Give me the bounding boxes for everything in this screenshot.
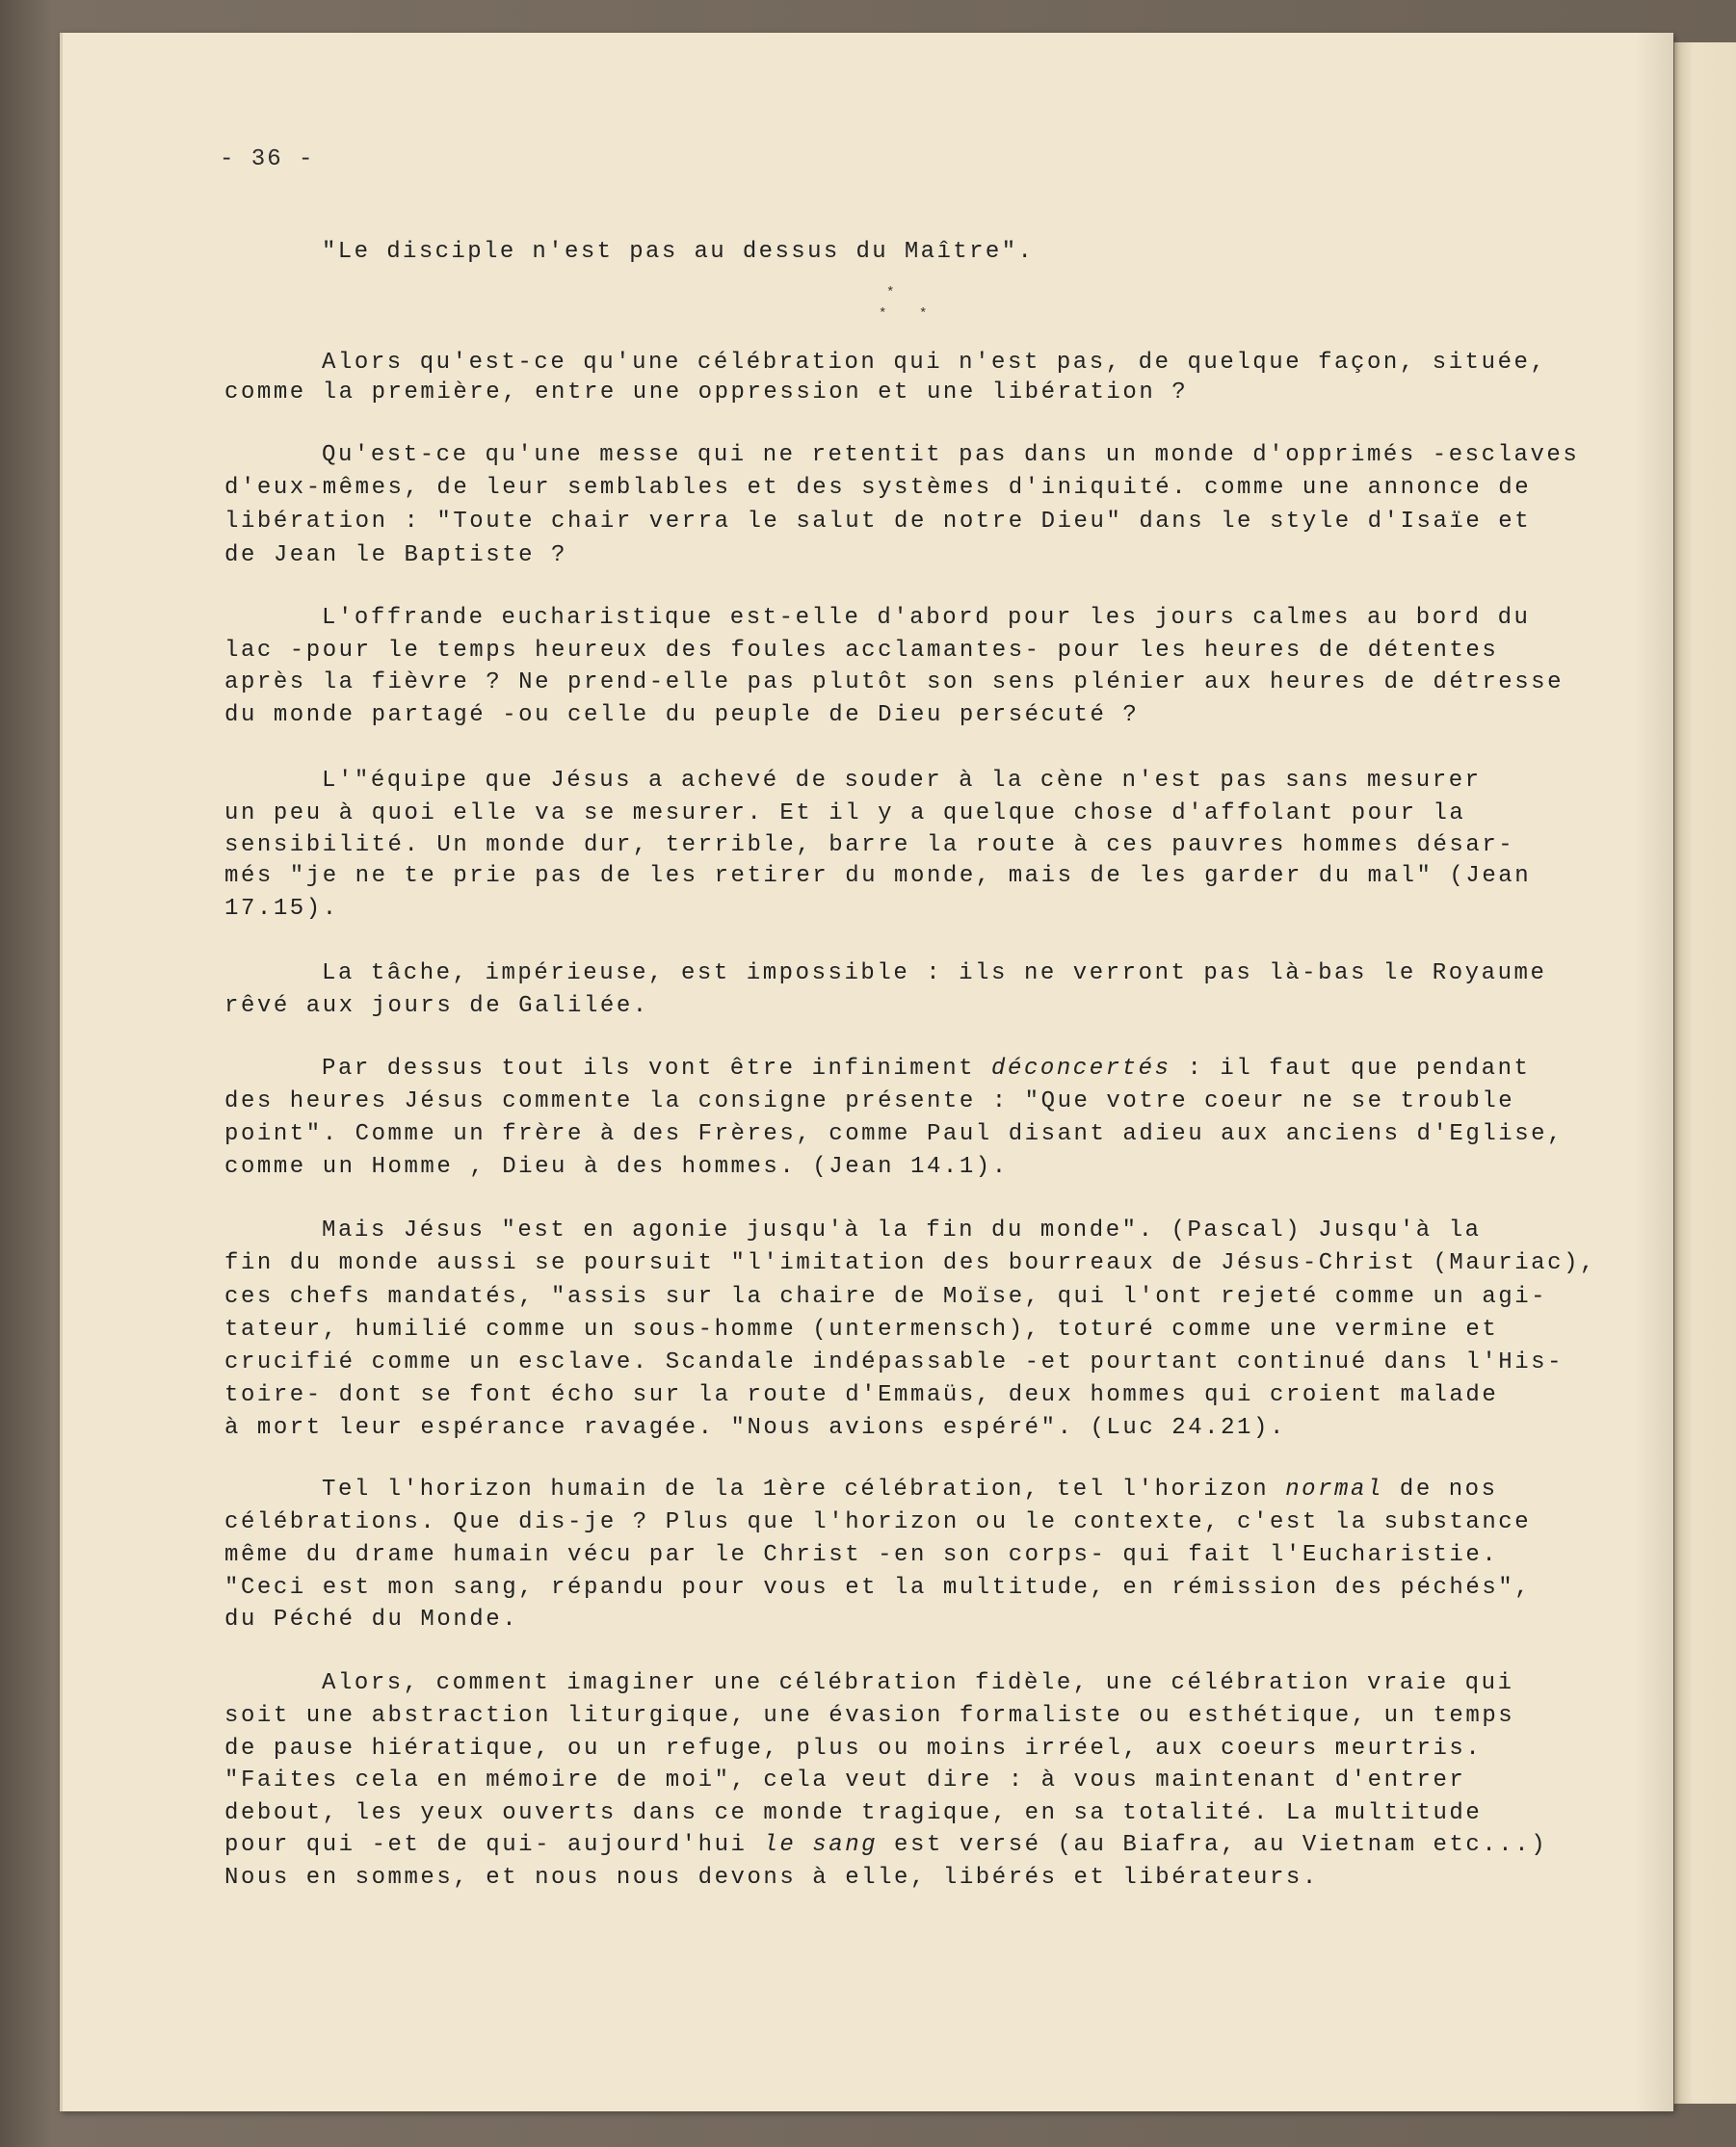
separator-star-2: *: [879, 306, 887, 322]
p9-line3: de pause hiératique, ou un refuge, plus ou moins irréel, aux coeurs meurtris.: [224, 1736, 1483, 1762]
p8-line5: du Péché du Monde.: [224, 1607, 519, 1633]
p2-line1: Qu'est-ce qu'une messe qui ne retentit pas dans un monde d'opprimés -esclaves: [322, 442, 1580, 468]
p6-line2: des heures Jésus commente la consigne présente : "Que votre coeur ne se trouble: [224, 1088, 1515, 1114]
p5-line2: rêvé aux jours de Galilée.: [224, 993, 649, 1019]
p5-line1: La tâche, impérieuse, est impossible : ils ne verront pas là-bas le Royaume: [322, 960, 1547, 986]
p4-line1: L'"équipe que Jésus a achevé de souder à la cène n'est pas sans mesurer: [322, 768, 1482, 794]
p9-line5: debout, les yeux ouverts dans ce monde tragique, en sa totalité. La multitude: [224, 1800, 1483, 1826]
p9-line6: pour qui -et de qui- aujourd'hui le sang est versé (au Biafra, au Vietnam etc...): [224, 1832, 1548, 1858]
separator-star-3: *: [919, 306, 928, 322]
section-separator: [834, 285, 928, 324]
p8-line4: "Ceci est mon sang, répandu pour vous et la multitude, en rémission des péchés",: [224, 1575, 1532, 1601]
p7-line5: crucifié comme un esclave. Scandale indépassable -et pourtant continué dans l'His-: [224, 1349, 1565, 1375]
p3-line2: lac -pour le temps heureux des foules acclamantes- pour les heures de détentes: [224, 638, 1499, 664]
p3-line1: L'offrande eucharistique est-elle d'abord pour les jours calmes au bord du: [322, 605, 1531, 631]
p7-line3: ces chefs mandatés, "assis sur la chaire de Moïse, qui l'ont rejeté comme un agi-: [224, 1284, 1548, 1310]
p7-line1: Mais Jésus "est en agonie jusqu'à la fin du monde". (Pascal) Jusqu'à la: [322, 1218, 1482, 1244]
p9-line2: soit une abstraction liturgique, une évasion formaliste ou esthétique, un temps: [224, 1703, 1515, 1729]
p6-line3: point". Comme un frère à des Frères, comme Paul disant adieu aux anciens d'Eglise,: [224, 1121, 1565, 1147]
p8-line1: Tel l'horizon humain de la 1ère célébration, tel l'horizon normal de nos: [322, 1477, 1498, 1503]
p9-line1: Alors, comment imaginer une célébration fidèle, une célébration vraie qui: [322, 1670, 1514, 1696]
p3-line3: après la fièvre ? Ne prend-elle pas plutôt son sens plénier aux heures de détresse: [224, 669, 1565, 695]
heading-quote: "Le disciple n'est pas au dessus du Maître".: [322, 239, 1035, 265]
p3-line4: du monde partagé -ou celle du peuple de Dieu persécuté ?: [224, 702, 1140, 728]
p6-line1: Par dessus tout ils vont être infiniment déconcertés : il faut que pendant: [322, 1056, 1531, 1082]
p6-line4: comme un Homme , Dieu à des hommes. (Jean 14.1).: [224, 1154, 1009, 1180]
p4-line4: més "je ne te prie pas de les retirer du monde, mais de les garder du mal" (Jean: [224, 863, 1532, 889]
p7-line7: à mort leur espérance ravagée. "Nous avions espéré". (Luc 24.21).: [224, 1415, 1286, 1441]
p4-line2: un peu à quoi elle va se mesurer. Et il y a quelque chose d'affolant pour la: [224, 800, 1466, 826]
p2-line2: d'eux-mêmes, de leur semblables et des systèmes d'iniquité. comme une annonce de: [224, 475, 1532, 501]
page-number: - 36 -: [220, 146, 315, 172]
separator-star-1: *: [886, 285, 895, 301]
p9-line4: "Faites cela en mémoire de moi", cela veut dire : à vous maintenant d'entrer: [224, 1767, 1466, 1794]
p8-line3: même du drame humain vécu par le Christ -en son corps- qui fait l'Eucharistie.: [224, 1542, 1499, 1568]
p4-line3: sensibilité. Un monde dur, terrible, barre la route à ces pauvres hommes désar-: [224, 832, 1515, 858]
facing-page-edge: [1672, 42, 1736, 2104]
p9-line7: Nous en sommes, et nous nous devons à elle, libérés et libérateurs.: [224, 1865, 1319, 1891]
p8-line2: célébrations. Que dis-je ? Plus que l'horizon ou le contexte, c'est la substance: [224, 1509, 1532, 1535]
p2-line4: de Jean le Baptiste ?: [224, 542, 567, 568]
p7-line2: fin du monde aussi se poursuit "l'imitation des bourreaux de Jésus-Christ (Mauriac),: [224, 1250, 1596, 1276]
p7-line4: tateur, humilié comme un sous-homme (untermensch), toturé comme une vermine et: [224, 1317, 1499, 1343]
p4-line5: 17.15).: [224, 896, 339, 922]
p1-line2: comme la première, entre une oppression et une libération ?: [224, 380, 1189, 406]
p2-line3: libération : "Toute chair verra le salut de notre Dieu" dans le style d'Isaïe et: [224, 509, 1532, 535]
p7-line6: toire- dont se font écho sur la route d'Emmaüs, deux hommes qui croient malade: [224, 1382, 1499, 1408]
p1-line1: Alors qu'est-ce qu'une célébration qui n'est pas, de quelque façon, située,: [322, 350, 1547, 376]
